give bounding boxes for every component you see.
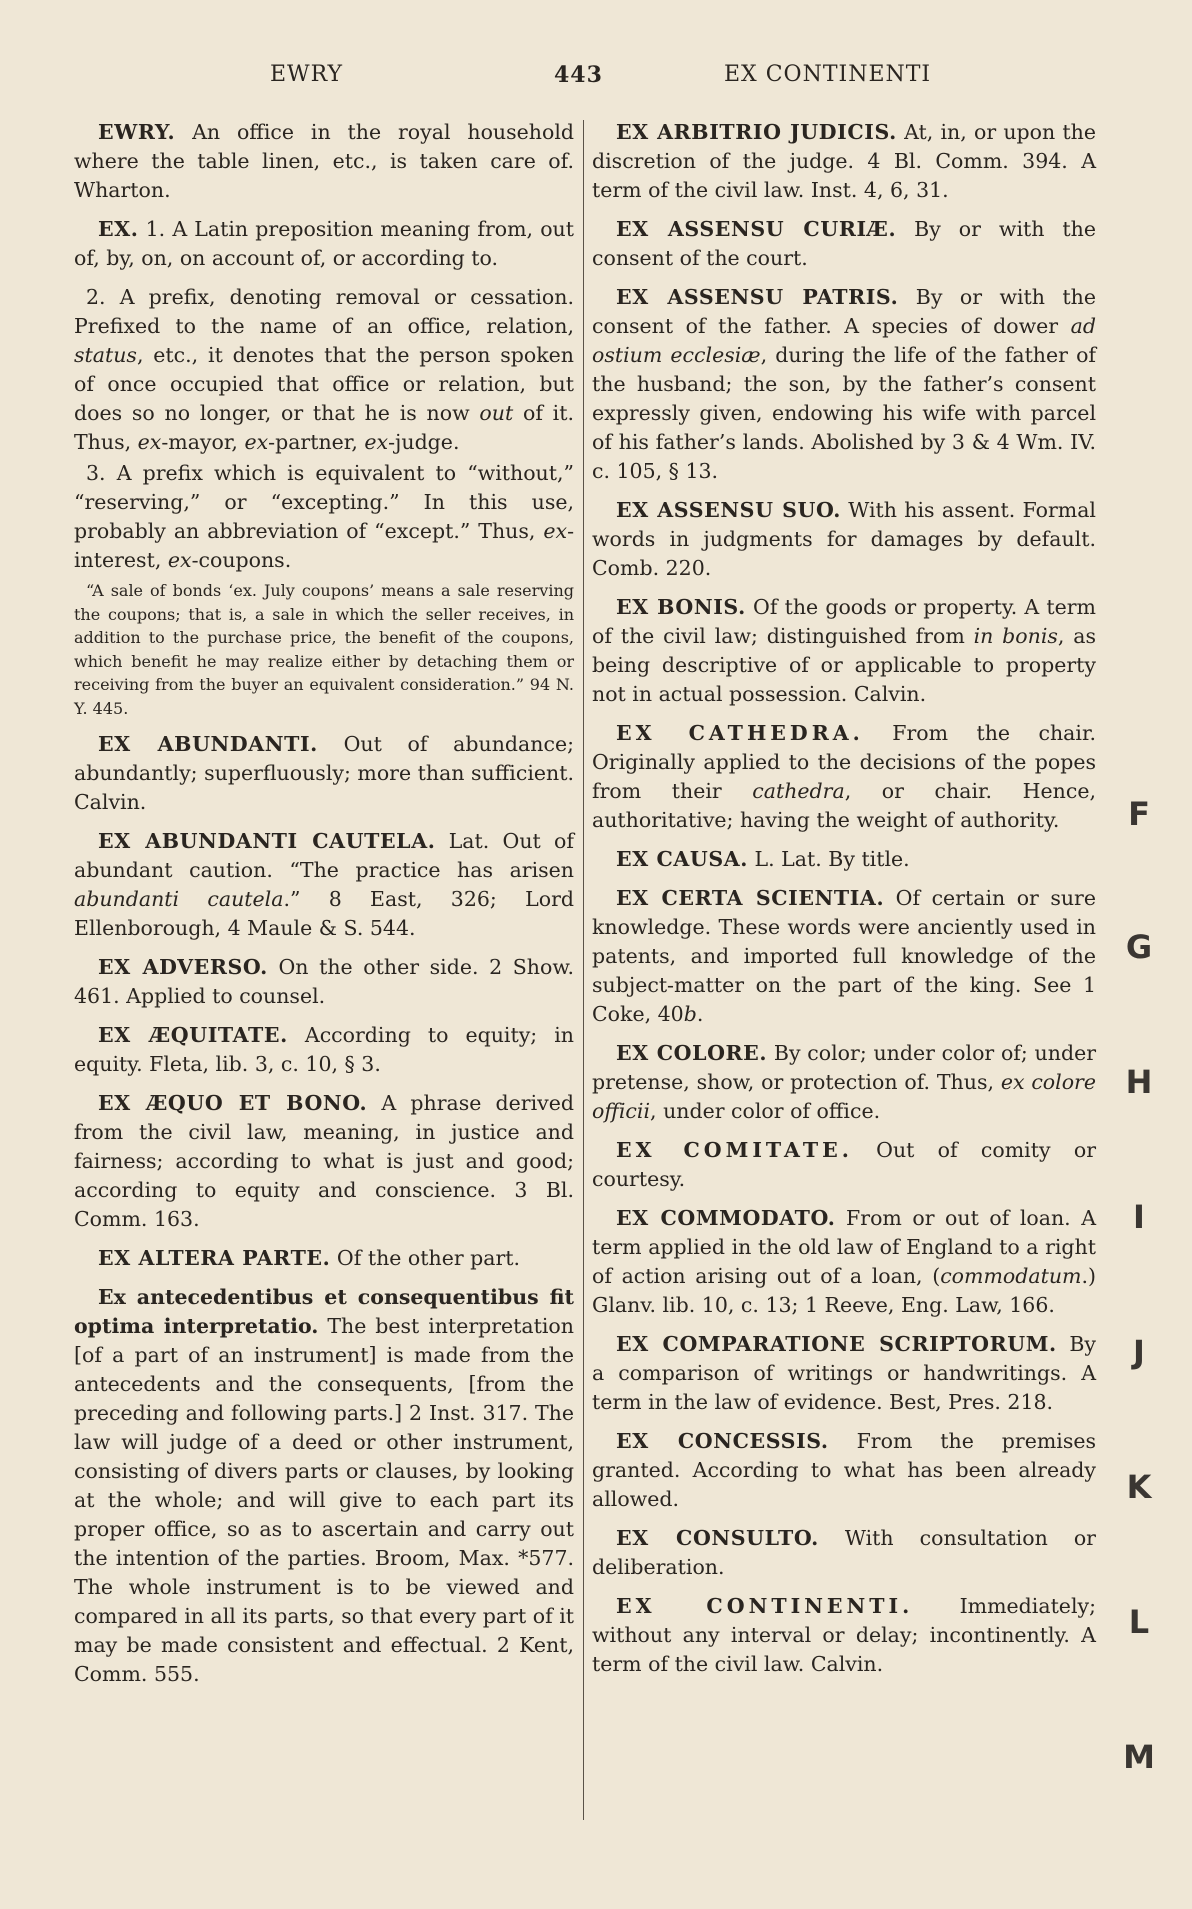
dictionary-entry: [592, 845, 1096, 874]
entry-headword: EX CONSULTO.: [616, 1526, 819, 1550]
dictionary-entry: [592, 1524, 1096, 1582]
entry-sense: 2. A prefix, denoting removal or cessation. Prefixed to the name of an office, relation, status, etc., it denotes that the person spoken of once occupied that office or relation, but does so no longer, or that he is now out of it. Thus, ex-mayor, ex-partner, ex-judge.: [74, 285, 574, 454]
dictionary-entry: [592, 1427, 1096, 1514]
entry-headword: EX CONTINENTI.: [616, 1594, 914, 1618]
entry-headword: EX ABUNDANTI CAUTELA.: [98, 829, 436, 853]
dictionary-entry: [592, 118, 1096, 205]
entry-definition: 1. A Latin preposition meaning from, out of, by, on, on account of, or according to.: [74, 217, 574, 270]
dictionary-entry: [74, 1089, 574, 1234]
thumb-index-letter-f: F: [1128, 795, 1150, 833]
entry-headword: EX CERTA SCIENTIA.: [616, 886, 885, 910]
dictionary-entry: [592, 1204, 1096, 1320]
entry-definition: At, in, or upon the discretion of the judge. 4 Bl. Comm. 394. A term of the civil law. Inst. 4, 6, 31.: [592, 120, 1096, 202]
entry-definition: By or with the consent of the court.: [592, 217, 1096, 270]
dictionary-entry: [592, 1330, 1096, 1417]
dictionary-entry: [592, 593, 1096, 709]
entry-headword: EX BONIS.: [616, 595, 746, 619]
entry-definition: A phrase derived from the civil law, meaning, in justice and fairness; according to what is just and good; according to equity and conscience. 3 Bl. Comm. 163.: [74, 1091, 574, 1231]
entry-definition: Of certain or sure knowledge. These words were anciently used in patents, and imported full knowledge of the subject-matter on the part of the king. See 1 Coke, 40b.: [592, 886, 1096, 1026]
entry-headword: EX CATHEDRA.: [616, 721, 864, 745]
entry-definition: Immediately; without any interval or delay; incontinently. A term of the civil law. Calvin.: [592, 1594, 1096, 1676]
thumb-index-letter-m: M: [1123, 1738, 1155, 1776]
entry-definition: Of the goods or property. A term of the civil law; distinguished from in bonis, as being descriptive of or applicable to property not in actual possession. Calvin.: [592, 595, 1096, 706]
dictionary-entry: [74, 953, 574, 1011]
entry-definition: The best interpretation [of a part of an instrument] is made from the antecedents and the consequents, [from the preceding and following parts.] 2 Inst. 317. The law will judge of a deed or other instrument, consisting of divers parts or clauses, by looking at the whole; and will give to each part its proper office, so as to ascertain and carry out the intention of the parties. Broom, Max. *577. The whole instrument is to be viewed and compared in all its parts, so that every part of it may be made consistent and effectual. 2 Kent, Comm. 555.: [74, 1314, 574, 1686]
entry-definition: L. Lat. By title.: [748, 847, 910, 871]
maxim-entry: [74, 1283, 574, 1689]
entry-definition: According to equity; in equity. Fleta, lib. 3, c. 10, § 3.: [74, 1023, 575, 1076]
entry-headword: EWRY.: [98, 120, 176, 144]
dictionary-entry: [74, 1021, 574, 1079]
page-number: 443: [554, 62, 603, 88]
entry-headword: EX ASSENSU SUO.: [616, 498, 841, 522]
thumb-index-letter-l: L: [1128, 1603, 1150, 1641]
entry-headword: EX.: [98, 217, 139, 241]
entry-definition: From the chair. Originally applied to the decisions of the popes from their cathedra, or chair. Hence, authoritative; having the weight of authority.: [592, 721, 1097, 832]
dictionary-entry: [592, 215, 1096, 273]
thumb-index-letter-j: J: [1133, 1333, 1145, 1371]
entry-headword: EX CONCESSIS.: [616, 1429, 829, 1453]
dictionary-entry: [592, 1136, 1096, 1194]
entry-definition: With consultation or deliberation.: [592, 1526, 1096, 1579]
entry-headword: EX ÆQUO ET BONO.: [98, 1091, 368, 1115]
entry-definition: Lat. Out of abundant caution. “The practice has arisen abundanti cautela.” 8 East, 326; Lord Ellenborough, 4 Maule & S. 544.: [74, 829, 574, 940]
entry-headword: EX ÆQUITATE.: [98, 1023, 288, 1047]
entry-sense: 3. A prefix which is equivalent to “without,” “reserving,” or “excepting.” In this use, probably an abbreviation of “except.” Thus, ex-interest, ex-coupons.: [74, 461, 574, 572]
entry-definition: By or with the consent of the father. A species of dower ad ostium ecclesiæ, during the life of the father of the husband; the son, by the father’s consent expressly given, endowing his wife with parcel of his father’s lands. Abolished by 3 & 4 Wm. IV. c. 105, § 13.: [592, 285, 1096, 483]
entry-definition: On the other side. 2 Show. 461. Applied to counsel.: [74, 955, 574, 1008]
entry-headword: EX COMITATE.: [616, 1138, 853, 1162]
running-header: [0, 62, 1192, 92]
dictionary-entry: [592, 1592, 1096, 1679]
dictionary-entry: [74, 827, 574, 943]
right-guide-word: EX CONTINENTI: [724, 62, 932, 87]
dictionary-entry: [592, 1039, 1096, 1126]
entry-definition: With his assent. Formal words in judgments for damages by default. Comb. 220.: [592, 498, 1096, 580]
dictionary-entry: [74, 730, 574, 817]
entry-headword: EX CAUSA.: [616, 847, 749, 871]
thumb-index-letter-h: H: [1125, 1063, 1153, 1101]
thumb-index-letter-g: G: [1125, 928, 1153, 966]
thumb-index-letter-i: I: [1133, 1198, 1145, 1236]
left-guide-word: EWRY: [270, 62, 344, 87]
entry-headword: EX ADVERSO.: [98, 955, 268, 979]
entry-headword: EX COLORE.: [616, 1041, 768, 1065]
entry-definition: By color; under color of; under pretense, show, or protection of. Thus, ex colore officii, under color of office.: [592, 1041, 1096, 1123]
right-column: [592, 118, 1096, 1689]
entry-quotation: “A sale of bonds ‘ex. July coupons’ means a sale reserving the coupons; that is, a sale in which the seller receives, in addition to the purchase price, the benefit of the coupons, which benefit he may realize either by detaching them or receiving from the buyer an equivalent consideration.” 94 N. Y. 445.: [74, 581, 574, 718]
entry-headword: EX ASSENSU CURIÆ.: [616, 217, 897, 241]
entry-definition: From the premises granted. According to what has been already allowed.: [592, 1429, 1096, 1511]
entry-headword: EX ARBITRIO JUDICIS.: [616, 120, 897, 144]
entry-definition: An office in the royal household where the table linen, etc., is taken care of. Wharton.: [74, 120, 574, 202]
entry-headword: EX ASSENSU PATRIS.: [616, 285, 899, 309]
entry-definition: Of the other part.: [330, 1246, 521, 1270]
dictionary-entry: [592, 283, 1096, 486]
dictionary-entry: [592, 496, 1096, 583]
left-column: [74, 118, 574, 1699]
entry-headword: EX ABUNDANTI.: [98, 732, 318, 756]
column-divider: [583, 120, 584, 1820]
dictionary-entry: [592, 719, 1096, 835]
entry-definition: Out of abundance; abundantly; superfluously; more than sufficient. Calvin.: [74, 732, 575, 814]
dictionary-entry: [74, 215, 574, 273]
thumb-index-letter-k: K: [1126, 1468, 1152, 1506]
entry-headword: EX COMPARATIONE SCRIPTORUM.: [616, 1332, 1057, 1356]
entry-definition: From or out of loan. A term applied in the old law of England to a right of action arising out of a loan, (commodatum.) Glanv. lib. 10, c. 13; 1 Reeve, Eng. Law, 166.: [592, 1206, 1096, 1317]
dictionary-entry: [592, 884, 1096, 1029]
dictionary-entry: [74, 118, 574, 205]
dictionary-entry: [74, 1244, 574, 1273]
entry-headword: EX COMMODATO.: [616, 1206, 836, 1230]
entry-definition: By a comparison of writings or handwritings. A term in the law of evidence. Best, Pres. 218.: [592, 1332, 1096, 1414]
entry-headword: EX ALTERA PARTE.: [98, 1246, 331, 1270]
entry-definition: Out of comity or courtesy.: [592, 1138, 1096, 1191]
entry-headword: Ex antecedentibus et consequentibus fit optima interpretatio.: [74, 1285, 574, 1338]
